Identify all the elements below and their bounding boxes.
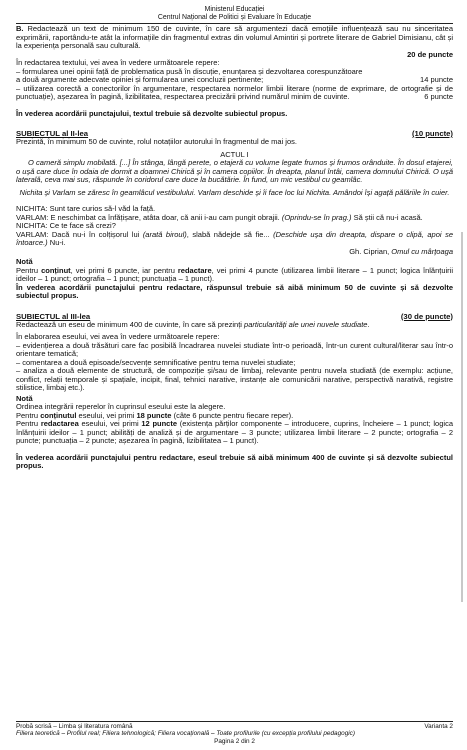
- s2-points: (10 puncte): [411, 129, 453, 138]
- b-note: În vederea acordării punctajului, textul trebuie să dezvolte subiectul propus.: [16, 108, 288, 118]
- s3-points: (30 de puncte): [400, 311, 453, 321]
- s3-nota1: Ordinea integrării reperelor în cuprinsul eseului este la alegere.: [16, 402, 226, 411]
- b-intro: În redactarea textului, vei avea în vedere următoarele repere:: [16, 58, 220, 67]
- s3-task-a: Redactează un eseu de minimum 400 de cuvinte, în care să prezinți: [16, 319, 245, 329]
- s3-n2-c: eseului, vei primi: [76, 410, 137, 420]
- s3-n2-a: Pentru: [16, 410, 41, 420]
- document-page: [16, 0, 453, 471]
- s2-line2-speech: VARLAM: E neschimbat ca înfățișare, atâta doar, că anii i-au cam pungit obrajii.: [16, 212, 282, 222]
- s2-source: [16, 248, 453, 257]
- s2-nota-t3: , vei primi 4 puncte (utilizarea limbii literare – 1 punct; logica înlănțuirii ideilor – 1 punct; ortografia – 1 punct; punctuația – 1 punct).: [16, 265, 453, 283]
- s2-act: ACTUL I: [220, 149, 249, 159]
- s3-n3-e: (existența părților componente – introducere, cuprins, încheiere – 1 punct; logica înlănțuirii ideilor – 1 punct; abilități de analiză și de argumentare – 3 puncte; utilizarea limbii literare – 2 puncte; ortografia – 2 puncte; punctuația – 2 puncte; așezarea în pagină, lizibilitatea – 1 punct).: [16, 419, 453, 445]
- s3-nota-label: Notă: [16, 393, 33, 403]
- s3-n2-e: (câte 6 puncte pentru fiecare reper).: [171, 410, 294, 420]
- s2-line4: [16, 231, 453, 248]
- s2-line4-speech: VARLAM: Dacă nu-i în colțișorul lui: [16, 229, 143, 239]
- scrollbar[interactable]: [461, 232, 463, 602]
- b-label: B.: [16, 24, 24, 33]
- s2-line4-note1: (arată biroul): [142, 229, 187, 239]
- footer-profile: Filiera teoretică – Profilul real; Filiera tehnologică; Filiera vocațională – Toate profilurile (cu excepția profilului pedagogic): [16, 730, 355, 738]
- s3-reper3: – analiza a două elemente de structură, de compoziție și/sau de limbaj, relevante pentru nuvela studiată (de exemplu: acțiune, conflict, relații temporale și spațiale, incipit, final, tehnici narative, instanțe ale comunicării narative, perspectivă narativă, registre stilistice, limbaj etc.).: [16, 366, 453, 392]
- s2-nota-t1: Pentru: [16, 265, 42, 275]
- s3-reper2: – comentarea a două episoade/secvențe semnificative pentru tema nuvelei studiate;: [16, 357, 296, 367]
- s2-para2: Nichita și Varlam se zăresc în geamlâcul vestibulului. Varlam deschide și îi face loc lui Nichita. Amândoi își agață pălăriile în cuier.: [19, 187, 450, 197]
- s2-line3: NICHITA: Ce te face să crezi?: [16, 221, 116, 230]
- s2-nota-text: [16, 267, 453, 284]
- s2-source-title: Omul cu mârțoaga: [391, 246, 453, 256]
- s2-line4-end: Nu-i.: [47, 238, 66, 247]
- s3-task-italic: particularități ale unei nuvele studiate: [244, 319, 368, 329]
- s2-line2-cont: Să știi că nu-i acasă.: [353, 212, 423, 222]
- s2-line4-cont: , slabă nădejde să fie...: [186, 229, 274, 239]
- b-text: Redactează un text de minimum 150 de cuvinte, în care să argumentezi dacă emoțiile influențează sau nu sinceritatea exprimării, raportându-te atât la informațiile din fragmentul extras din volumul Amintiri și portrete literare de Gabriel Dimisianu, cât și la experiența personală sau culturală.: [16, 24, 453, 50]
- s3-n2-b: conținutul: [40, 410, 77, 420]
- header-center: Centrul Național de Politici și Evaluare în Educație: [157, 14, 312, 21]
- b-item2: – utilizarea corectă a conectorilor în argumentare, respectarea normelor limbii literare (norme de exprimare, de ortografie și de punctuație), așezarea în pagină, lizibilitatea, respectarea precizării privind numărul minim de cuvinte.: [16, 83, 453, 101]
- s2-line1: NICHITA: Sunt tare curios să-l văd la față.: [16, 204, 156, 213]
- page-footer: [16, 720, 453, 745]
- footer-row: [16, 723, 453, 730]
- s2-task: Prezintă, în minimum 50 de cuvinte, rolul notațiilor autorului în fragmentul de mai jos.: [16, 137, 297, 146]
- footer-rule: [16, 721, 453, 722]
- s2-nota-b1: conținut: [41, 265, 71, 275]
- b-item2-points: 6 puncte: [424, 92, 453, 101]
- b-points: 20 de puncte: [407, 49, 453, 59]
- s2-nota-t2: , vei primi 6 puncte, iar pentru: [70, 265, 178, 275]
- s3-n2-d: 18 puncte: [136, 410, 172, 420]
- header-ministry: Ministerul Educației: [204, 6, 265, 13]
- s3-nota3: [16, 420, 453, 446]
- s2-line2-note: (Oprindu-se în prag.): [281, 212, 352, 222]
- s3-n3-b: redactarea: [40, 419, 79, 428]
- b-item1a: – formularea unei opinii față de problematica pusă în discuție, enunțarea și dezvoltarea corespunzătoare: [16, 66, 363, 76]
- footer-page: Pagina 2 din 2: [214, 737, 255, 745]
- s3-title: SUBIECTUL al III-lea: [16, 311, 91, 321]
- s2-nota-final: În vederea acordării punctajului pentru redactare, răspunsul trebuie să aibă minimum 50 de cuvinte și să dezvolte subiectul propus.: [16, 282, 453, 300]
- s3-task: [16, 321, 453, 330]
- s3-n3-a: Pentru: [16, 419, 41, 428]
- footer-exam: Probă scrisă – Limba și literatura română: [16, 723, 133, 730]
- s2-nota-label: Notă: [16, 257, 33, 266]
- b-item1-points: 14 puncte: [420, 75, 453, 84]
- s2-line4-note2: (Deschide ușa din dreapta, dispare o clipă, apoi se întoarce.): [16, 229, 453, 247]
- b-item1b: a două argumente adecvate opiniei și formularea unei concluzii pertinente;: [16, 75, 264, 84]
- s3-n3-c: eseului, vei primi: [78, 419, 142, 428]
- s3-reper1: – evidențierea a două trăsături care fac posibilă încadrarea nuvelei studiate într-o perioadă, într-un curent cultural/literar sau într-o orientare tematică;: [16, 340, 453, 358]
- b-task: [16, 25, 453, 51]
- s3-intro: În elaborarea eseului, vei avea în vedere următoarele repere:: [16, 332, 220, 341]
- footer-variant: Varianta 2: [424, 723, 453, 730]
- s3-task-b: .: [367, 319, 370, 329]
- s3-n3-d: 12 puncte: [141, 419, 178, 428]
- s2-source-author: Gh. Ciprian,: [349, 246, 392, 256]
- s2-para1: O cameră simplu mobilată. [...] În stânga, lângă perete, o etajeră cu volume legate frumos și frumos orânduite. În dosul etajerei, o ușă care duce în odaia de dormit a doamnei Chirică și în camera copiilor. În dreapta, planul întâi, camera domnului Chirică. O ușă laterală, ceva mai sus, răspunde în coridorul care duce la bucătărie. În fund, un mic vestibul cu geamlâc.: [16, 158, 453, 184]
- s3-final: În vederea acordării punctajului pentru redactare, eseul trebuie să aibă minimum 400 de cuvinte și să dezvolte subiectul propus.: [16, 452, 453, 470]
- s2-title: SUBIECTUL al II-lea: [16, 129, 89, 138]
- s2-nota-b2: redactare: [177, 265, 212, 275]
